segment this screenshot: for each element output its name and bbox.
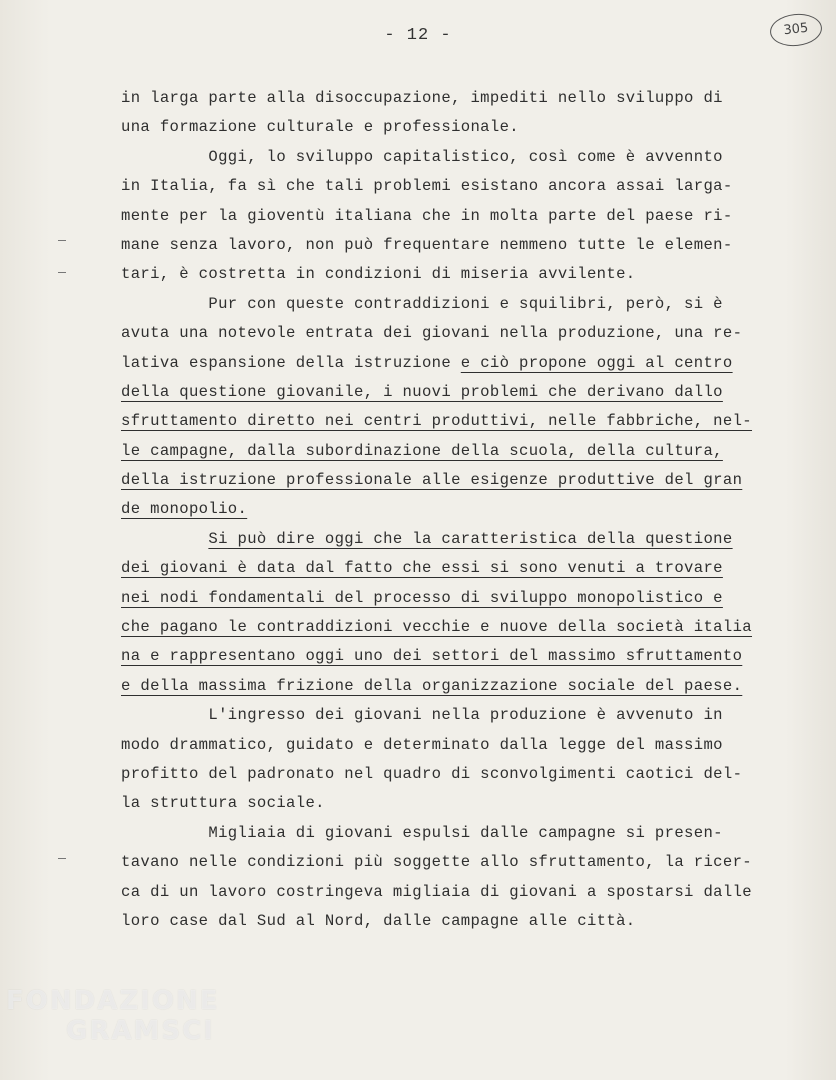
margin-mark <box>58 858 66 859</box>
text-line <box>121 202 761 231</box>
text-line <box>121 231 761 260</box>
text-line-content: avuta una notevole entrata dei giovani nella produzione, una re- <box>121 324 743 343</box>
text-line-content: lativa espansione della istruzione <box>121 353 461 372</box>
text-line-content: mane senza lavoro, non può frequentare nemmeno tutte le elemen- <box>121 235 733 254</box>
text-line <box>121 613 761 642</box>
text-line <box>121 172 761 201</box>
text-line-content: ca di un lavoro costringeva migliaia di giovani a spostarsi dalle <box>121 882 753 901</box>
text-line <box>121 437 761 466</box>
text-line <box>121 642 761 671</box>
text-line <box>121 848 761 877</box>
text-line <box>121 701 761 730</box>
text-line-content: in Italia, fa sì che tali problemi esistano ancora assai larga- <box>121 177 733 196</box>
text-line <box>121 584 761 613</box>
text-line <box>121 878 761 907</box>
text-line <box>121 819 761 848</box>
text-line <box>121 319 761 348</box>
text-line-content: Migliaia di giovani espulsi dalle campagne si presen- <box>121 823 723 842</box>
text-line <box>121 290 761 319</box>
text-line <box>121 113 761 142</box>
typewritten-body <box>121 84 761 936</box>
text-line-content: Oggi, lo sviluppo capitalistico, così come è avvennto <box>121 147 723 166</box>
archive-number-stamp: 305 <box>768 11 823 48</box>
text-line-content: de monopolio. <box>121 500 248 519</box>
text-line <box>121 760 761 789</box>
text-line <box>121 554 761 583</box>
text-line-content: e della massima frizione della organizzazione sociale del paese. <box>121 676 743 695</box>
text-line <box>121 672 761 701</box>
text-line-content: Pur con queste contraddizioni e squilibri, però, si è <box>121 294 723 313</box>
margin-mark <box>58 272 66 273</box>
text-line <box>121 525 761 554</box>
text-line-content: sfruttamento diretto nei centri produttivi, nelle fabbriche, nel- <box>121 412 753 431</box>
text-line <box>121 349 761 378</box>
watermark-logo <box>6 986 220 1046</box>
text-line-content: mente per la gioventù italiana che in molta parte del paese ri- <box>121 206 733 225</box>
text-line-content: le campagne, dalla subordinazione della scuola, della cultura, <box>121 441 723 460</box>
watermark-line-2: GRAMSCI <box>66 1016 215 1046</box>
text-line <box>121 407 761 436</box>
text-line-content: modo drammatico, guidato e determinato dalla legge del massimo <box>121 735 723 754</box>
text-line <box>121 260 761 289</box>
text-line-content: loro case dal Sud al Nord, dalle campagne alle città. <box>121 911 636 930</box>
text-line <box>121 84 761 113</box>
text-line <box>121 495 761 524</box>
text-line-content: che pagano le contraddizioni vecchie e nuove della società italia <box>121 618 753 637</box>
text-line <box>121 143 761 172</box>
text-line <box>121 907 761 936</box>
text-line-content: L'ingresso dei giovani nella produzione è avvenuto in <box>121 706 723 725</box>
text-line-content: della istruzione professionale alle esigenze produttive del gran <box>121 471 743 490</box>
text-line <box>121 378 761 407</box>
text-line-content: na e rappresentano oggi uno dei settori del massimo sfruttamento <box>121 647 743 666</box>
text-line-content: la struttura sociale. <box>121 794 325 813</box>
text-line-underlined-part: e ciò propone oggi al centro <box>460 353 733 372</box>
page-number: - 12 - <box>384 26 452 45</box>
text-line-content: tavano nelle condizioni più soggette allo sfruttamento, la ricer- <box>121 853 753 872</box>
text-line <box>121 731 761 760</box>
text-line-content: tari, è costretta in condizioni di miseria avvilente. <box>121 265 636 284</box>
text-line-content: profitto del padronato nel quadro di sconvolgimenti caotici del- <box>121 764 743 783</box>
text-line-content: una formazione culturale e professionale. <box>121 118 520 137</box>
margin-mark <box>58 240 66 241</box>
text-line-content: in larga parte alla disoccupazione, impediti nello sviluppo di <box>121 89 723 107</box>
text-line <box>121 789 761 818</box>
text-line-content: della questione giovanile, i nuovi problemi che derivano dallo <box>121 382 723 401</box>
text-line-content: nei nodi fondamentali del processo di sviluppo monopolistico e <box>121 588 723 607</box>
text-line <box>121 466 761 495</box>
text-line-content <box>121 530 208 548</box>
text-line-content: dei giovani è data dal fatto che essi si sono venuti a trovare <box>121 559 723 578</box>
watermark-line-1: FONDAZIONE <box>6 986 220 1016</box>
text-line-underlined-part: Si può dire oggi che la caratteristica della questione <box>208 529 733 548</box>
